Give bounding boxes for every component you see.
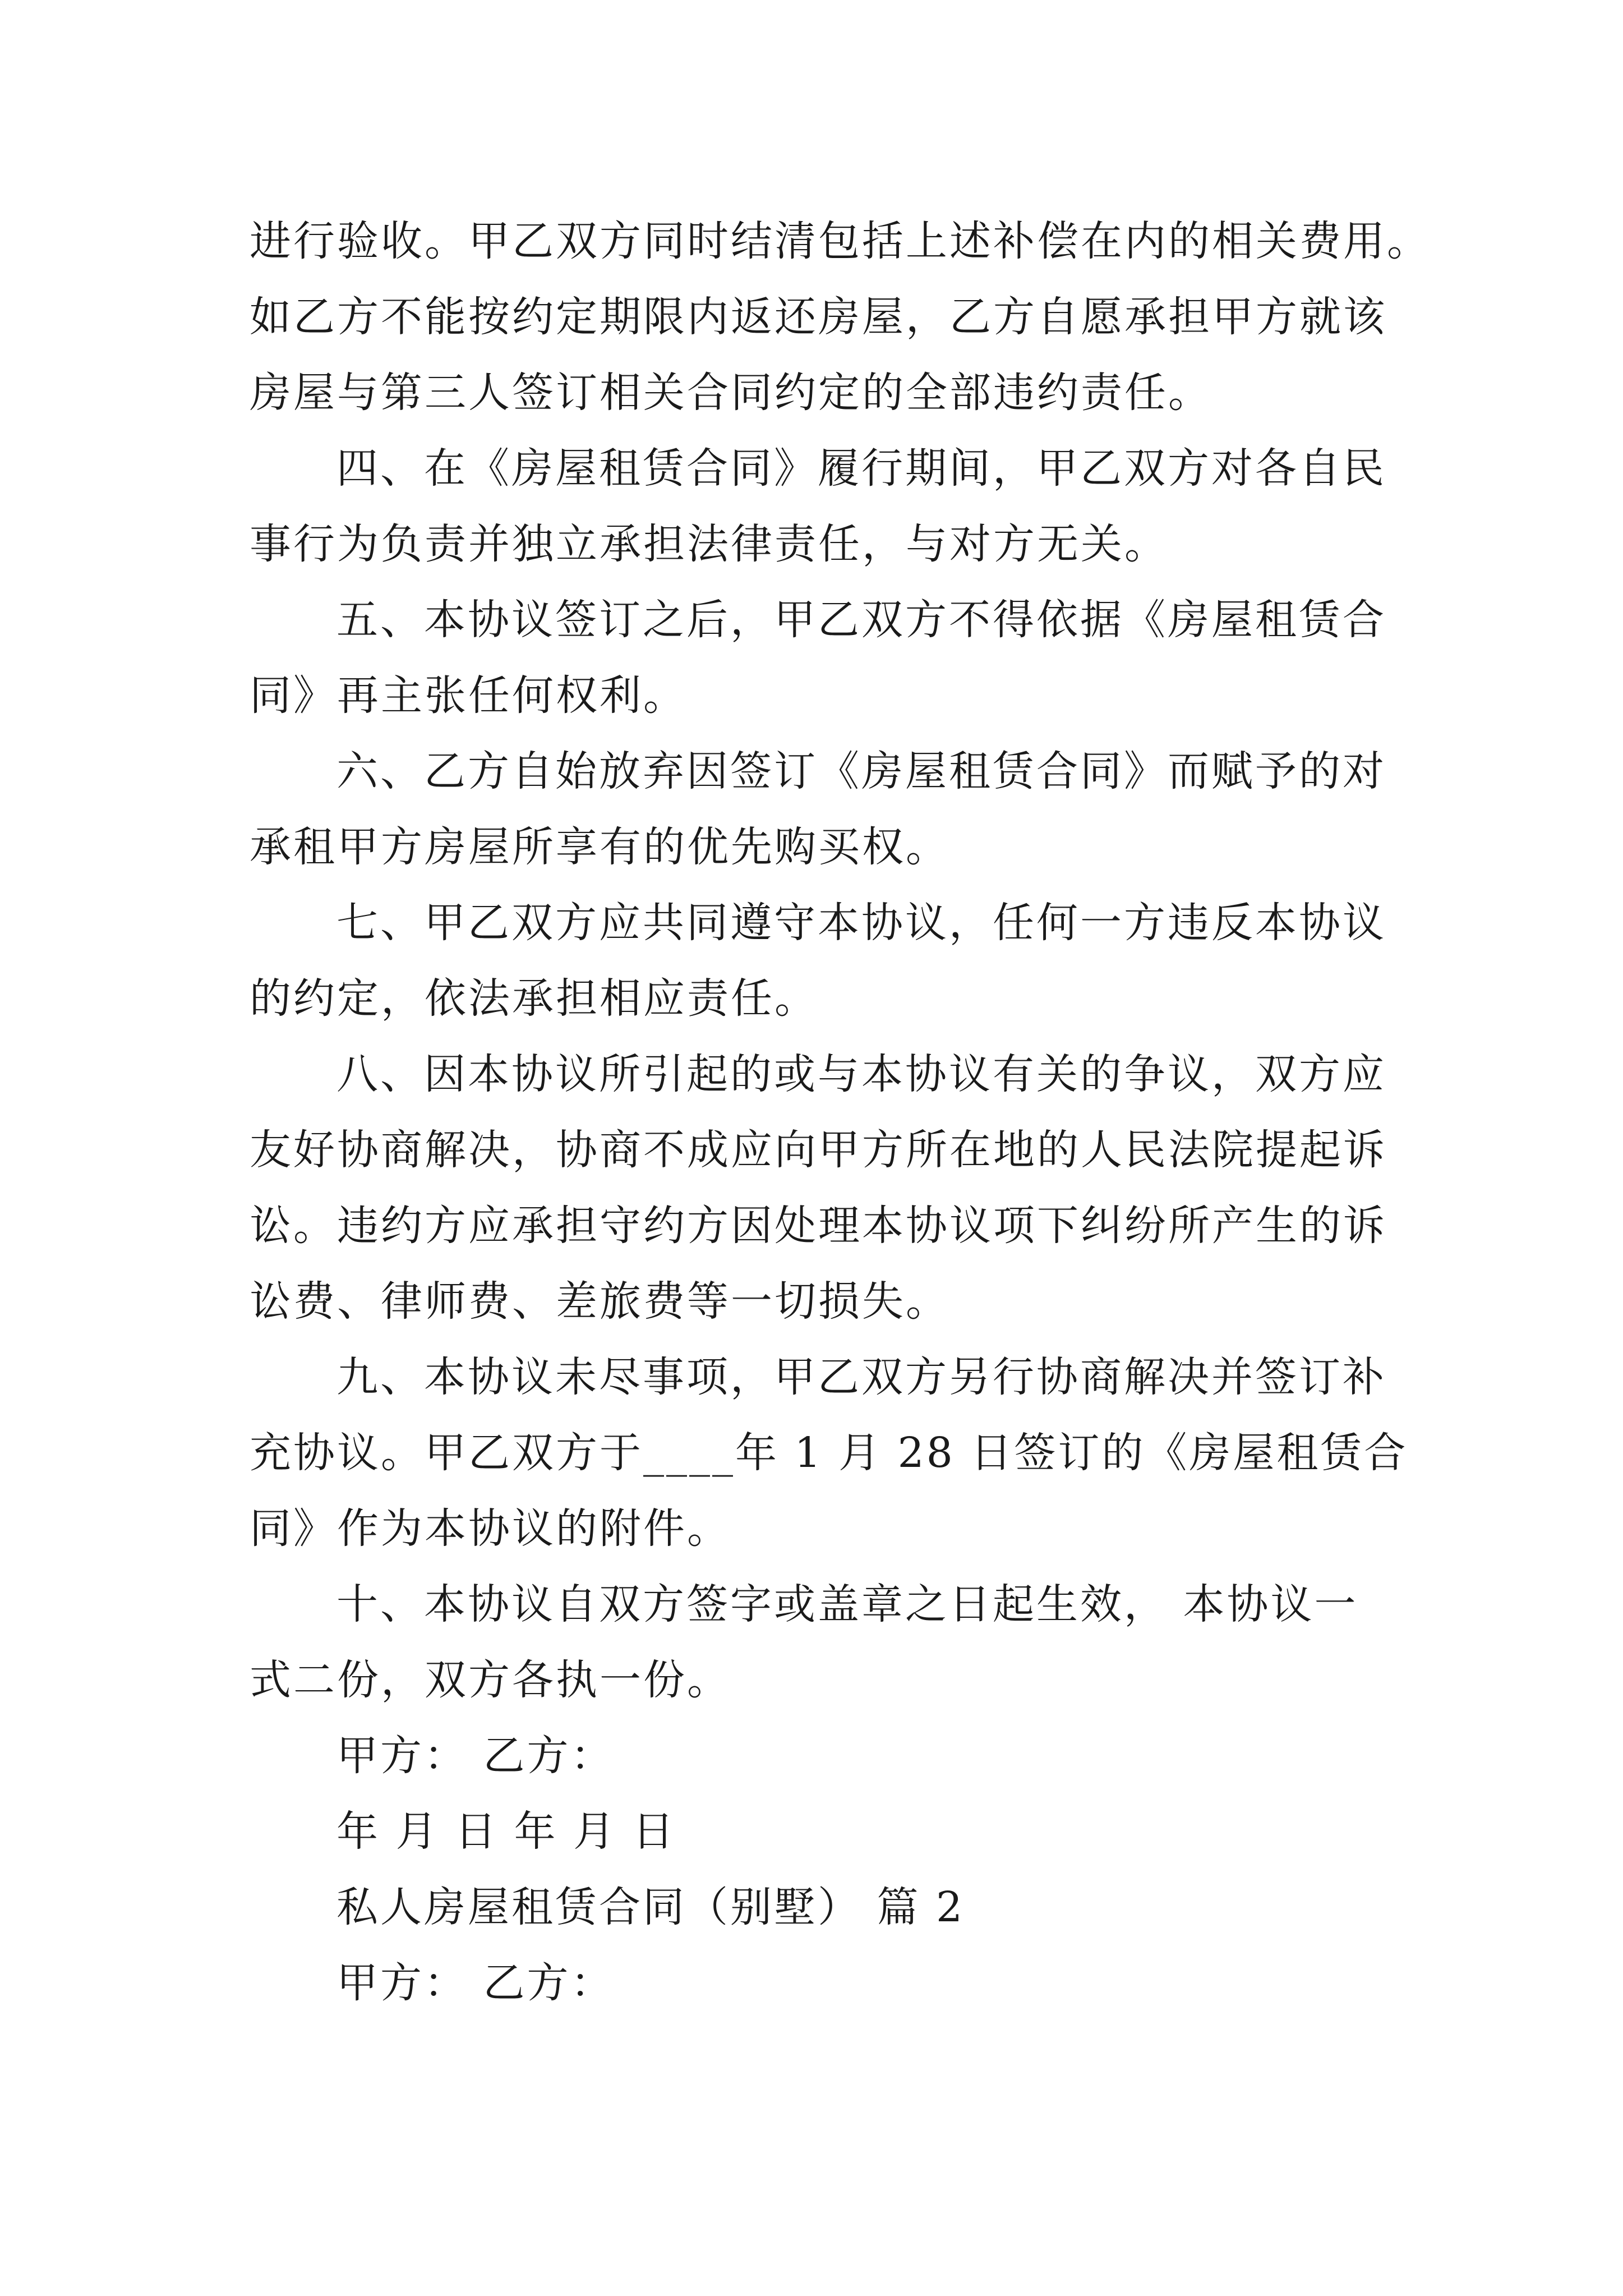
signature-parties: 甲方： 乙方： xyxy=(336,1732,615,1780)
text-line: 讼。违约方应承担守约方因处理本协议项下纠纷所产生的诉 xyxy=(250,1202,1387,1250)
text-line: 五、本协议签订之后，甲乙双方不得依据《房屋租赁合 xyxy=(336,596,1386,644)
text-line: 房屋与第三人签订相关合同约定的全部违约责任。 xyxy=(250,369,1212,417)
text-line: 同》作为本协议的附件。 xyxy=(250,1504,731,1553)
text-line: 讼费、律师费、差旅费等一切损失。 xyxy=(250,1277,949,1326)
text-line: 十、本协议自双方签字或盖章之日起生效， 本协议一 xyxy=(336,1580,1358,1628)
text-line: 四、在《房屋租赁合同》履行期间，甲乙双方对各自民 xyxy=(336,444,1386,493)
signature-dates: 年 月 日 年 月 日 xyxy=(336,1807,676,1856)
text-line: 承租甲方房屋所享有的优先购买权。 xyxy=(250,823,949,871)
text-line: 进行验收。甲乙双方同时结清包括上述补偿在内的相关费用。 xyxy=(250,217,1431,265)
text-line: 事行为负责并独立承担法律责任，与对方无关。 xyxy=(250,520,1168,568)
text-line: 七、甲乙双方应共同遵守本协议，任何一方违反本协议 xyxy=(336,899,1386,947)
text-line: 八、因本协议所引起的或与本协议有关的争议，双方应 xyxy=(336,1050,1386,1098)
text-line: 六、乙方自始放弃因签订《房屋租赁合同》而赋予的对 xyxy=(336,747,1386,795)
text-line: 九、本协议未尽事项，甲乙双方另行协商解决并签订补 xyxy=(336,1353,1386,1401)
text-line: 充协议。甲乙双方于____年 1 月 28 日签订的《房屋租赁合 xyxy=(250,1429,1408,1477)
text-line: 友好协商解决，协商不成应向甲方所在地的人民法院提起诉 xyxy=(250,1126,1387,1174)
signature-parties: 甲方： 乙方： xyxy=(336,1959,615,2007)
section-heading: 私人房屋租赁合同（别墅） 篇 2 xyxy=(336,1883,965,1931)
text-line: 同》再主张任何权利。 xyxy=(250,671,687,720)
text-line: 式二份，双方各执一份。 xyxy=(250,1656,731,1704)
text-line: 如乙方不能按约定期限内返还房屋，乙方自愿承担甲方就该 xyxy=(250,293,1387,341)
text-line: 的约定，依法承担相应责任。 xyxy=(250,974,818,1023)
